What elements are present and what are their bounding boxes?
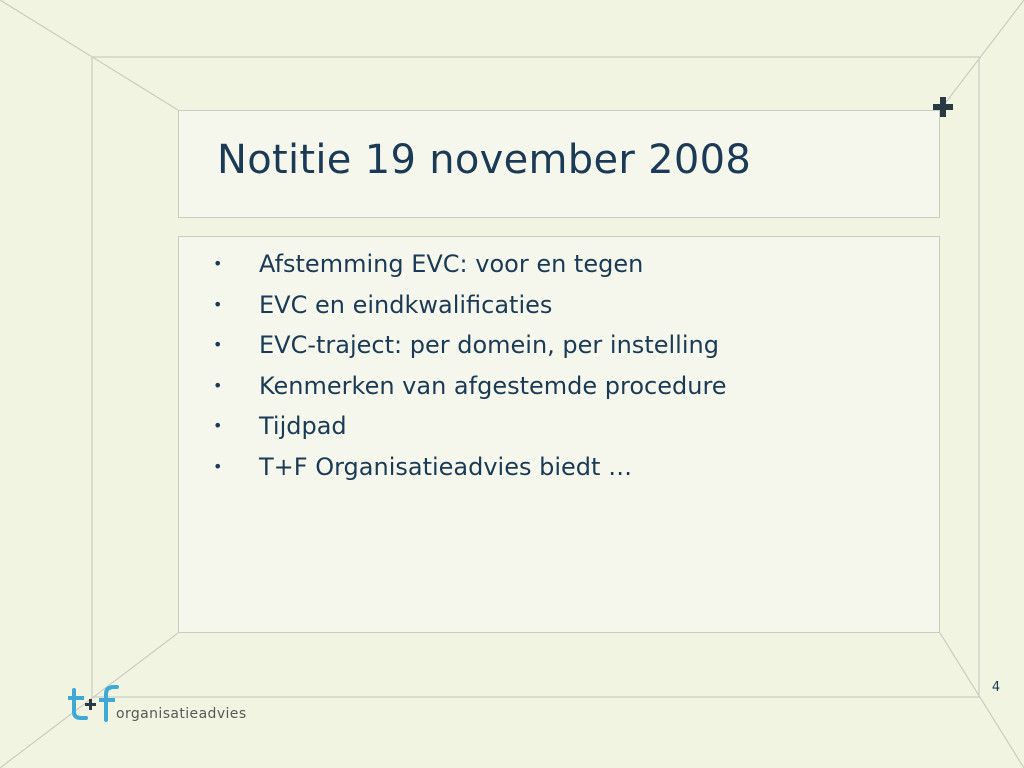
bullet-text: Tijdpad xyxy=(259,412,347,441)
bullet-dot: • xyxy=(213,375,223,395)
bullet-dot: • xyxy=(213,416,223,436)
bullet-dot: • xyxy=(213,254,223,273)
page-number: 4 xyxy=(991,680,1001,695)
slide-title: Notitie 19 november 2008 xyxy=(217,137,752,183)
bullet-text: EVC en eindkwalificaties xyxy=(259,290,553,319)
bullet-dot: • xyxy=(213,294,223,314)
tf-logo-icon xyxy=(66,684,122,726)
plus-icon xyxy=(930,94,956,120)
title-panel xyxy=(178,110,940,218)
bullet-dot: • xyxy=(213,335,223,355)
bullet-text: T+F Organisatieadvies biedt … xyxy=(259,452,633,481)
bullet-dot: • xyxy=(213,456,223,476)
bullet-text: Afstemming EVC: voor en tegen xyxy=(259,250,644,278)
content-panel xyxy=(178,236,940,633)
logo-wordmark: organisatieadvies xyxy=(116,706,247,722)
bullet-text: EVC-traject: per domein, per instelling xyxy=(259,331,719,360)
bullet-text: Kenmerken van afgestemde procedure xyxy=(259,371,727,400)
company-logo xyxy=(66,684,256,726)
